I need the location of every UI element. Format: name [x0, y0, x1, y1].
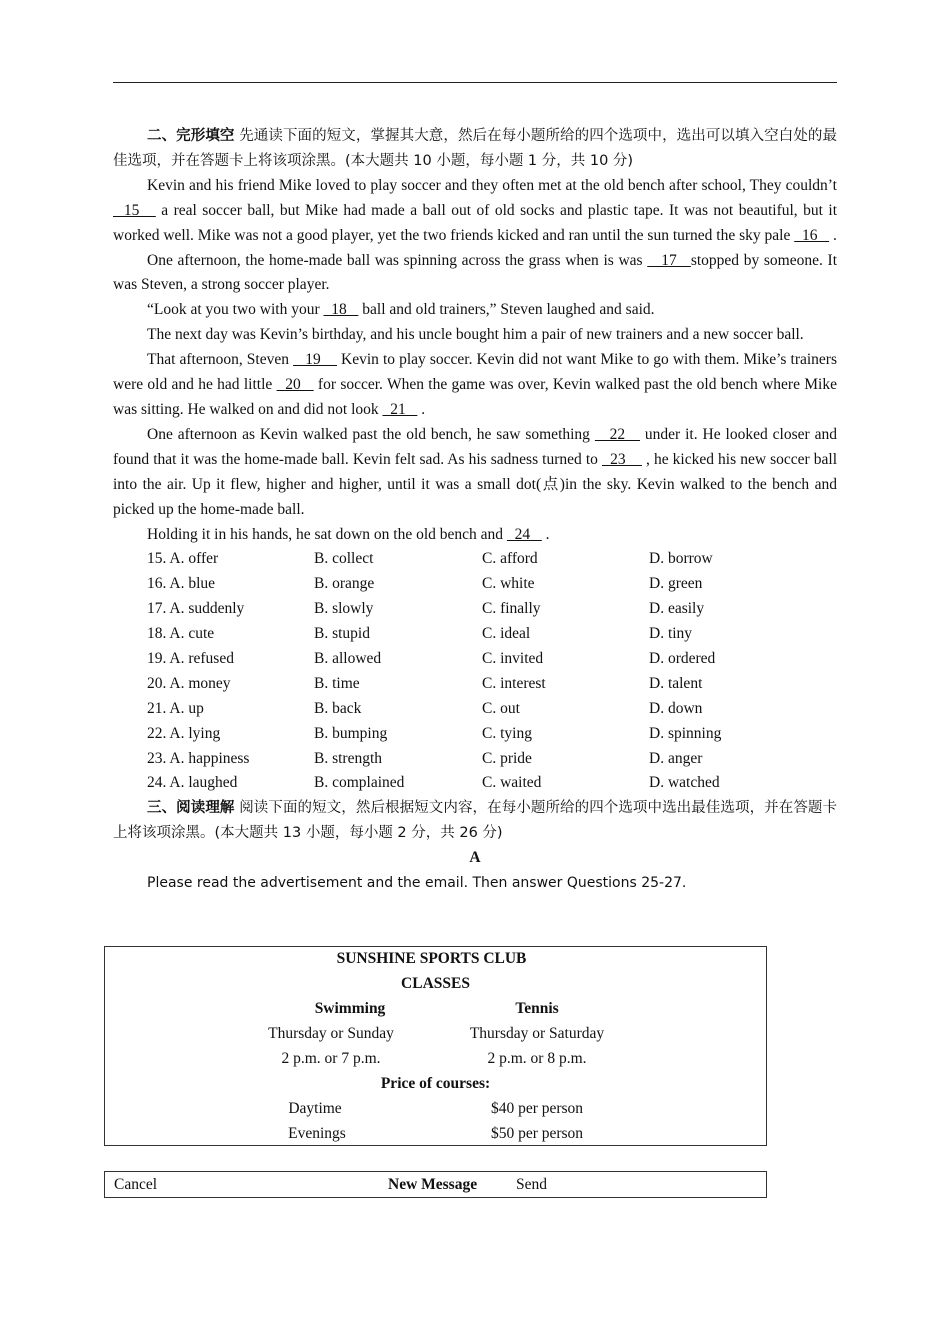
- passage-paragraph-3: [113, 298, 837, 323]
- classes-heading: CLASSES: [401, 975, 470, 992]
- option-b: B. orange: [314, 575, 375, 593]
- option-row: [147, 622, 837, 647]
- passage-paragraph-6: [113, 423, 837, 523]
- option-b: B. stupid: [314, 625, 370, 643]
- passage-paragraph-1: [113, 174, 837, 249]
- section3-title: 三、阅读理解: [147, 800, 235, 817]
- tennis-heading: Tennis: [515, 1000, 559, 1017]
- option-b: B. strength: [314, 749, 383, 767]
- option-b: B. slowly: [314, 600, 374, 618]
- text: under it. He looked closer and found that it was the home-made ball. Kevin felt sad. As his sadness turned to: [113, 425, 837, 468]
- text: .: [829, 226, 837, 244]
- blank-18: 18: [323, 301, 359, 319]
- option-c: C. invited: [482, 649, 544, 667]
- tennis-times: 2 p.m. or 8 p.m.: [487, 1050, 587, 1067]
- exam-content: [113, 124, 837, 896]
- blank-24: 24: [506, 525, 542, 543]
- text: stopped by someone. It was Steven, a strong soccer player.: [113, 251, 837, 294]
- blank-20: 20: [276, 376, 314, 394]
- blank-23: 23: [601, 450, 642, 468]
- header-rule: [113, 82, 837, 83]
- option-a: 15. A. offer: [147, 550, 219, 568]
- part-a-label: A: [469, 849, 481, 867]
- blank-16: 16: [794, 226, 830, 244]
- option-b: B. back: [314, 699, 362, 717]
- option-a: 23. A. happiness: [147, 749, 250, 767]
- option-b: B. allowed: [314, 649, 382, 667]
- advertisement-box: [104, 946, 767, 1146]
- evenings-price: $50 per person: [490, 1125, 584, 1142]
- swimming-days: Thursday or Sunday: [268, 1025, 394, 1042]
- text: “Look at you two with your: [147, 301, 324, 319]
- option-c: C. finally: [482, 600, 541, 618]
- option-a: 18. A. cute: [147, 625, 215, 643]
- option-d: D. down: [649, 699, 703, 717]
- option-a: 21. A. up: [147, 699, 204, 717]
- text: , he kicked his new soccer ball into the air. Up it flew, higher and higher, until it was a small dot(点)in the sky. Kevin walked to the bench and picked up the home-made ball.: [113, 450, 838, 518]
- blank-17: 17: [647, 251, 691, 269]
- option-b: B. complained: [314, 774, 405, 792]
- text: Kevin and his friend Mike loved to play soccer and they often met at the old bench after school, They couldn’t: [147, 176, 837, 194]
- option-row: [147, 547, 837, 572]
- option-a: 22. A. lying: [147, 724, 221, 742]
- message-bar: [104, 1171, 767, 1198]
- section2-instruction: 先通读下面的短文，掌握其大意，然后在每小题所给的四个选项中，选出可以填入空白处的最佳选项，并在答题卡上将该项涂黑。(本大题共 10 小题，每小题 1 分，共 10 分): [113, 128, 838, 169]
- message-title: New Message: [388, 1176, 478, 1193]
- section3-instruction: 阅读下面的短文，然后根据短文内容，在每小题所给的四个选项中选出最佳选项，并在答题卡上将该项涂黑。(本大题共 13 小题，每小题 2 分，共 26 分): [113, 800, 838, 842]
- option-d: D. spinning: [649, 724, 722, 742]
- option-row: [147, 771, 837, 796]
- part-a-instruction: Please read the advertisement and the email. Then answer Questions 25-27.: [147, 875, 687, 892]
- option-c: C. tying: [482, 724, 532, 742]
- club-name: SUNSHINE SPORTS CLUB: [336, 950, 527, 967]
- option-d: D. talent: [649, 674, 703, 692]
- options-list: [147, 547, 837, 796]
- text: .: [417, 400, 426, 418]
- option-d: D. watched: [649, 774, 720, 792]
- passage-paragraph-7: [113, 523, 837, 548]
- passage-paragraph-5: [113, 348, 837, 423]
- section2-title: 二、完形填空: [147, 128, 235, 144]
- option-a: 20. A. money: [147, 674, 231, 692]
- option-d: D. easily: [649, 600, 705, 618]
- option-row: [147, 747, 837, 772]
- blank-19: 19: [293, 351, 337, 369]
- blank-15: 15: [113, 201, 156, 219]
- send-button[interactable]: Send: [516, 1176, 547, 1193]
- option-c: C. ideal: [482, 625, 531, 643]
- option-d: D. borrow: [649, 550, 713, 568]
- option-row: [147, 697, 837, 722]
- daytime-label: Daytime: [288, 1100, 342, 1117]
- option-d: D. green: [649, 575, 703, 593]
- blank-21: 21: [382, 400, 418, 418]
- option-a: 24. A. laughed: [147, 774, 238, 792]
- tennis-days: Thursday or Saturday: [469, 1025, 605, 1042]
- passage-paragraph-4: The next day was Kevin’s birthday, and his uncle bought him a pair of new trainers and a new soccer ball.: [147, 326, 804, 344]
- option-b: B. time: [314, 674, 360, 692]
- option-c: C. interest: [482, 674, 546, 692]
- text: One afternoon as Kevin walked past the old bench, he saw something: [147, 425, 595, 443]
- blank-22: 22: [594, 425, 640, 443]
- text: One afternoon, the home-made ball was spinning across the grass when is was: [147, 251, 648, 269]
- option-d: D. tiny: [649, 625, 693, 643]
- option-c: C. waited: [482, 774, 542, 792]
- daytime-price: $40 per person: [490, 1100, 584, 1117]
- option-c: C. out: [482, 699, 520, 717]
- text: ball and old trainers,” Steven laughed and said.: [358, 301, 655, 319]
- option-row: [147, 647, 837, 672]
- option-a: 16. A. blue: [147, 575, 216, 593]
- passage-paragraph-2: [113, 249, 837, 299]
- text: Holding it in his hands, he sat down on the old bench and: [147, 525, 507, 543]
- option-b: B. collect: [314, 550, 374, 568]
- text: a real soccer ball, but Mike had made a ball out of old socks and plastic tape. It was not beautiful, but it worked well. Mike was not a good player, yet the two friends kicked and ran until the sun turned the sky pale: [113, 201, 837, 244]
- option-c: C. white: [482, 575, 535, 593]
- section3-header: [113, 796, 837, 846]
- text: That afternoon, Steven: [147, 351, 294, 369]
- option-a: 19. A. refused: [147, 649, 234, 667]
- text: for soccer. When the game was over, Kevin walked past the old bench where Mike was sitting. He walked on and did not look: [113, 376, 837, 418]
- price-heading: Price of courses:: [380, 1075, 491, 1092]
- section2-header: [113, 124, 837, 174]
- option-c: C. afford: [482, 550, 538, 568]
- option-a: 17. A. suddenly: [147, 600, 245, 618]
- option-row: [147, 722, 837, 747]
- option-b: B. bumping: [314, 724, 388, 742]
- text: .: [541, 525, 550, 543]
- option-row: [147, 672, 837, 697]
- option-row: [147, 597, 837, 622]
- option-row: [147, 572, 837, 597]
- text: Kevin to play soccer. Kevin did not want Mike to go with them. Mike’s trainers were old and he had little: [113, 351, 837, 394]
- swimming-times: 2 p.m. or 7 p.m.: [281, 1050, 381, 1067]
- option-c: C. pride: [482, 749, 532, 767]
- evenings-label: Evenings: [288, 1125, 346, 1142]
- swimming-heading: Swimming: [314, 1000, 386, 1017]
- option-d: D. ordered: [649, 649, 716, 667]
- option-d: D. anger: [649, 749, 703, 767]
- cancel-button[interactable]: Cancel: [114, 1176, 158, 1193]
